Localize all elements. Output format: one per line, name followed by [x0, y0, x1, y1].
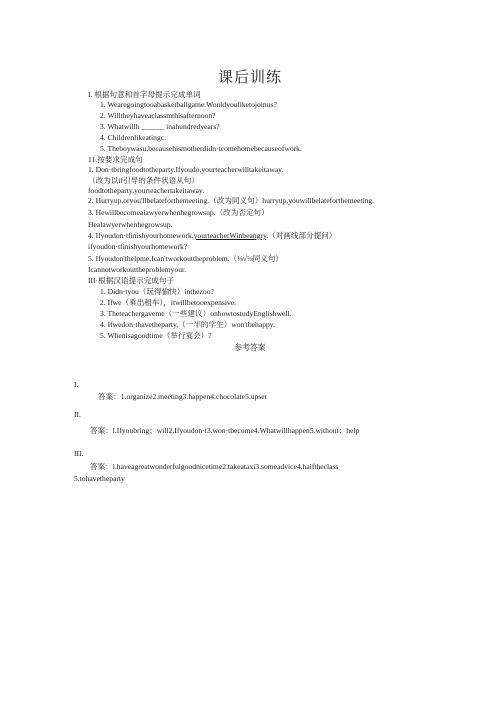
answers-section-3-text-2: 5.tohavetheparty [74, 474, 125, 483]
section-1-item-4: 4. Childrenlikeatingc. [100, 133, 167, 142]
answers-title: 参考答案 [234, 343, 266, 352]
underlined-phrase: yourteacherWinbeangry [193, 231, 267, 240]
section-3-heading: III·根据汉语提示完成句子 [88, 276, 175, 285]
section-2-line-7 [88, 231, 337, 241]
answers-section-2-label: II. [74, 410, 81, 419]
section-2-line-3: foodtotheparty,yourteachertakeitaway. [88, 186, 205, 195]
answers-section-1-text: 答案：1.organize2.meeting3.happen4.chocolate5.upset [98, 392, 267, 401]
section-3-item-3: 3. Theteachergaveme（一些建议）onhowtostudyEnglishwell. [100, 309, 292, 318]
section-2-heading: 11.按要求完成句 [88, 155, 143, 164]
section-2-line-7-end: .（对画线部分提问） [266, 231, 337, 240]
section-2-line-2: （改为以if引导的条件状语从句） [88, 176, 199, 185]
answers-section-2-text: 答案：l.Ifyoubring；will2.Ifyoudon·t3.won·tbecome4.Whatwillhappen5.without；help [90, 426, 360, 435]
section-2-line-4: 2. Hurryup,oryou'llbelateforthemeeting.（改为同义句）hurryup,youwillbelateforthemeeting. [88, 196, 375, 205]
section-3-item-5: 5. Whenisagoodtime（举行宴会）? [100, 331, 212, 340]
section-3-item-1: 1. Didn·tyou（玩得愉快）inthezoo? [100, 287, 214, 296]
section-2-line-5: 3. Hewillbecomealawyerwhenhegrowsup.（改为否定句） [88, 208, 269, 217]
section-1-item-3: 3. Whatwillh ______ inahundredyears? [100, 122, 220, 131]
section-2-line-9: 5. Ifyoudon'thelpme,Ican'tworkouttheproblem.（⅛√⅛同义句） [88, 254, 284, 263]
answers-section-1-label: I. [74, 380, 79, 389]
section-1-item-1: 1. Wearegoingtooabasketballgame.Wouldyouliketojoinus? [100, 100, 277, 109]
section-2-line-8: ifyoudon·tfinishyourhomework? [88, 242, 188, 251]
section-3-item-4: 4. Ifwedon·thavetheparty,（一半的学生）won'tbehappy. [100, 320, 275, 329]
page-title: 课后训练 [217, 70, 282, 86]
section-1-item-5: 5. Theboywasu,becausehismotherdidn·tcomehomebecauseofwork. [100, 144, 302, 153]
section-2-line-6: Healawyerwhenhegrowsup. [88, 220, 173, 229]
answers-section-3-label: III. [74, 449, 84, 458]
section-1-heading: I. 根据句意和首字母提示完成单词 [88, 90, 201, 99]
section-3-item-2: 2. Ifwe（乘出租车），itwillbetooexpensive. [100, 298, 237, 307]
section-1-item-2: 2. Willtheyhaveaclassmthisafternoon? [100, 111, 216, 120]
section-2-line-1: 1. Don·tbringfoodtotheparty.Ifyoudo,yourteacherwilltakeitaway. [88, 165, 284, 174]
answers-section-3-text-1: 答案：l.haveagreatwonderfulgoodnicetime2.takeataxi3.someadvice4.halftheclass [90, 462, 339, 471]
section-2-line-7-start: 4. Ifyoudon·tfinishyourhomework, [88, 231, 194, 240]
section-2-line-10: Icannotworkouttheproblemyour. [88, 265, 187, 274]
